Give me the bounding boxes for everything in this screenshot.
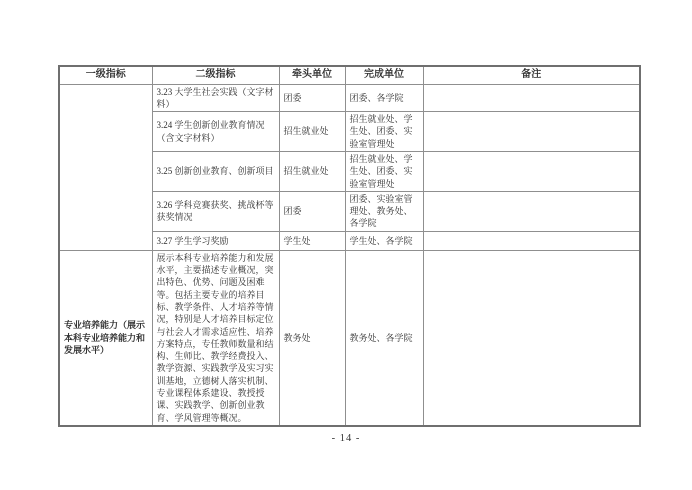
remark-cell [423, 112, 640, 152]
lead-unit-cell: 学生处 [279, 231, 345, 250]
remark-cell [423, 151, 640, 191]
table-row [59, 250, 640, 426]
complete-unit-cell: 招生就业处、学生处、团委、实验室管理处 [345, 112, 423, 152]
col-header-lead-unit: 牵头单位 [279, 66, 345, 84]
level1-cell-empty [59, 84, 152, 250]
col-header-complete-unit: 完成单位 [345, 66, 423, 84]
col-header-level1-indicator: 一级指标 [59, 66, 152, 84]
complete-unit-cell: 学生处、各学院 [345, 231, 423, 250]
level2-cell: 3.25 创新创业教育、创新项目 [152, 151, 279, 191]
lead-unit-cell: 团委 [279, 191, 345, 231]
level2-cell: 3.23 大学生社会实践（文字材料） [152, 84, 279, 112]
lead-unit-cell: 团委 [279, 84, 345, 112]
col-header-level2-indicator: 二级指标 [152, 66, 279, 84]
remark-cell [423, 250, 640, 426]
complete-unit-cell: 团委、实验室管理处、教务处、各学院 [345, 191, 423, 231]
level2-cell: 3.26 学科竞赛获奖、挑战杯等获奖情况 [152, 191, 279, 231]
lead-unit-cell: 招生就业处 [279, 151, 345, 191]
lead-unit-cell: 教务处 [279, 250, 345, 426]
level2-cell: 3.27 学生学习奖励 [152, 231, 279, 250]
lead-unit-cell: 招生就业处 [279, 112, 345, 152]
complete-unit-cell: 团委、各学院 [345, 84, 423, 112]
level1-cell: 专业培养能力（展示本科专业培养能力和发展水平） [59, 250, 152, 426]
indicator-table [58, 65, 641, 427]
level2-cell: 3.24 学生创新创业教育情况（含文字材料） [152, 112, 279, 152]
remark-cell [423, 84, 640, 112]
remark-cell [423, 231, 640, 250]
table-header-row [59, 66, 640, 84]
remark-cell [423, 191, 640, 231]
page-number: - 14 - [331, 433, 361, 444]
level2-cell-description: 展示本科专业培养能力和发展水平，主要描述专业概况，突出特色、优势、问题及困难等。包括主要专业的培养目标、教学条件、人才培养等情况，特别是人才培养目标定位与社会人才需求适应性、培养方案特点，专任教师数量和结构、生师比、教学经费投入、教学资源、实践教学及实习实训基地，立德树人落实机制、专业课程体系建设、教授授课、实践教学、创新创业教育、学风管理等概况。 [152, 250, 279, 426]
col-header-remark: 备注 [423, 66, 640, 84]
table-row [59, 84, 640, 112]
complete-unit-cell: 招生就业处、学生处、团委、实验室管理处 [345, 151, 423, 191]
complete-unit-cell: 教务处、各学院 [345, 250, 423, 426]
